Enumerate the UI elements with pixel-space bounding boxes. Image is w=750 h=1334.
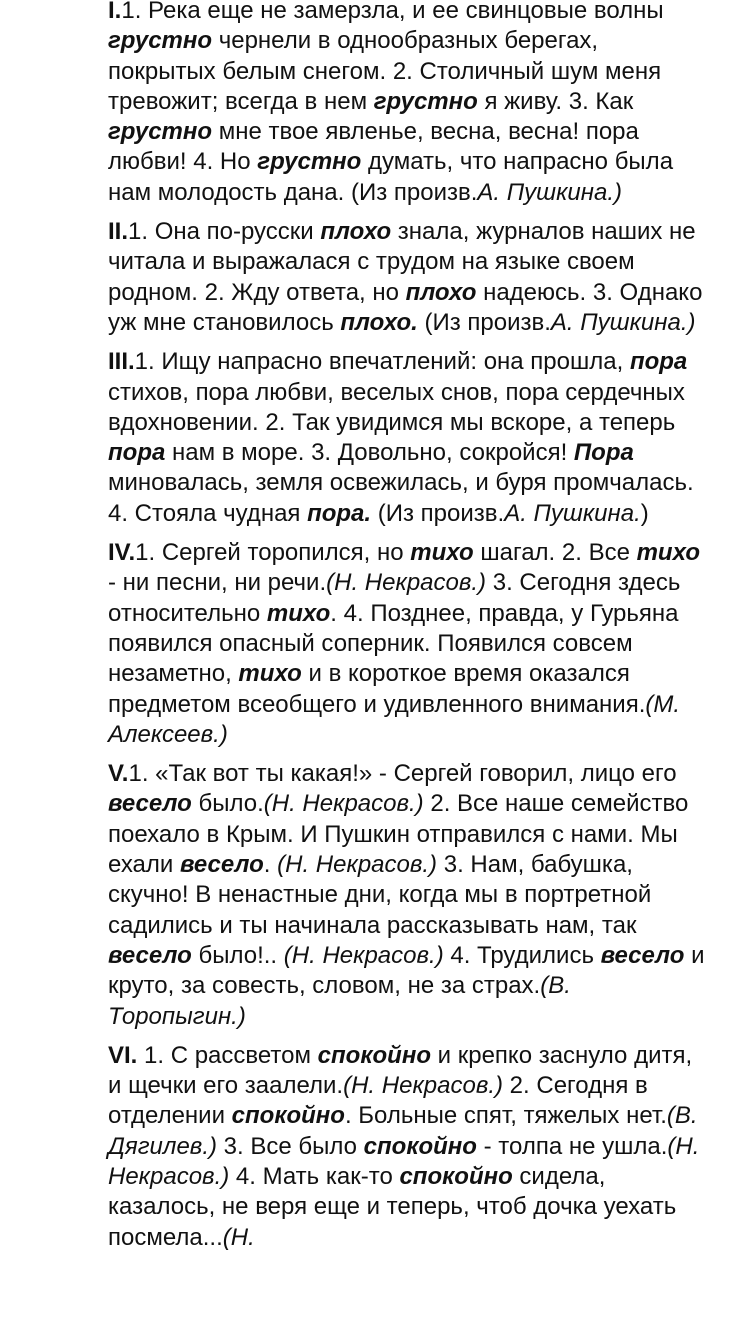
source-citation: (Н. Некрасов.) — [343, 1072, 504, 1100]
text-segment: и круто, за совесть, словом, не за страх. — [108, 941, 705, 1000]
section-number: II. — [108, 218, 129, 246]
paragraph-V — [108, 759, 708, 1032]
keyword: тихо — [636, 539, 701, 567]
source-citation: (Н. Некрасов.) — [283, 941, 444, 969]
section-number: VI. — [108, 1041, 138, 1069]
section-number: IV. — [108, 539, 136, 567]
text-segment: 3. Все было — [216, 1132, 364, 1160]
keyword: тихо — [410, 539, 474, 567]
keyword: Пора — [573, 439, 634, 467]
keyword: спокойно — [363, 1132, 477, 1160]
text-segment: мне твое явленье, весна, весна! пора любви! 4. Но — [108, 118, 639, 176]
keyword: весело — [108, 790, 192, 818]
text-segment: . Больные спят, тяжелых нет. — [344, 1102, 667, 1130]
paragraph-I — [108, 0, 708, 208]
keyword: грустно — [108, 27, 213, 55]
text-segment: было!.. — [191, 941, 284, 969]
text-segment: (Из произв. — [417, 308, 551, 336]
source-citation: (Н. Некрасов.) — [263, 790, 424, 818]
text-segment: 3. Нам, бабушка, скучно! В ненастные дни, когда мы в портретной садились и ты начинала рассказывать нам, так — [108, 851, 652, 939]
text-segment: нам в море. 3. Довольно, сокройся! — [165, 439, 574, 467]
keyword: спокойно — [231, 1102, 345, 1130]
source-citation: (Н. Некрасов.) — [277, 851, 438, 879]
text-segment: 4. Трудились — [443, 941, 601, 969]
text-segment: сидела, казалось, не веря еще и теперь, чтоб дочка уехать посмела... — [108, 1162, 677, 1251]
source-citation: А. Пушкина.) — [550, 308, 696, 336]
text-segment: 3. Сегодня здесь относительно — [108, 569, 681, 627]
text-segment: 1. Сергей торопился, но — [135, 539, 411, 567]
text-segment: 1. С рассветом — [137, 1041, 318, 1069]
keyword: весело — [108, 941, 192, 969]
text-segment: шагал. 2. Все — [473, 539, 637, 567]
keyword: пора. — [307, 499, 372, 527]
source-citation: А. Пушкина. — [504, 499, 641, 527]
text-segment: было. — [191, 790, 264, 818]
text-segment: я живу. 3. Как — [477, 87, 634, 115]
text-segment: ) — [640, 499, 649, 527]
text-segment: - ни песни, ни речи. — [108, 569, 327, 597]
text-segment: . 4. Позднее, правда, у Гурьяна появился опасный соперник. Появился совсем незаметно, — [108, 599, 679, 688]
section-number: V. — [108, 760, 129, 788]
keyword: плохо — [320, 218, 392, 246]
keyword: спокойно — [399, 1162, 513, 1190]
text-segment: стихов, пора любви, веселых снов, пора сердечных вдохновении. 2. Так увидимся мы вскоре, а теперь — [108, 378, 685, 436]
section-number: III. — [108, 348, 135, 376]
text-segment: надеюсь. 3. Однако уж мне становилось — [108, 278, 703, 336]
section-number: I. — [108, 0, 122, 24]
paragraph-IV — [108, 538, 708, 750]
text-segment: 1. Ищу напрасно впечатлений: она прошла, — [134, 348, 630, 376]
source-citation: (В. Дягилев.) — [108, 1102, 698, 1160]
text-segment: - толпа не ушла. — [476, 1132, 668, 1160]
keyword: плохо — [405, 278, 477, 306]
keyword: грустно — [257, 148, 362, 176]
text-segment: 2. Все наше семейство поехало в Крым. И Пушкин отправился с нами. Мы ехали — [108, 790, 689, 879]
source-citation: (М. Алексеев.) — [108, 690, 681, 748]
keyword: тихо — [238, 660, 302, 688]
text-segment: 2. Сегодня в отделении — [108, 1072, 648, 1130]
paragraph-III — [108, 347, 708, 529]
keyword: плохо. — [340, 308, 418, 336]
text-segment: знала, журналов наших не читала и выражалася с трудом на языке своем родном. 2. Жду ответа, но — [108, 218, 696, 306]
paragraph-VI — [108, 1041, 708, 1253]
text-segment: чернели в однообразных берегах, покрытых белым снегом. 2. Столичный шум меня тревожит; всегда в нем — [108, 27, 662, 115]
source-citation: А. Пушкина.) — [477, 178, 622, 206]
keyword: грустно — [373, 87, 478, 115]
text-segment: 1. Она по-русски — [128, 218, 321, 246]
text-segment: и в короткое время оказался предметом всеобщего и удивленного внимания. — [108, 660, 646, 718]
source-citation: (Н. Некрасов.) — [108, 1132, 700, 1190]
text-segment: 1. «Так вот ты какая!» - Сергей говорил, лицо его — [128, 760, 677, 788]
text-segment: 1. Река еще не замерзла, и ее свинцовые волны — [121, 0, 664, 24]
document-text — [108, 0, 708, 1262]
keyword: пора — [108, 439, 166, 467]
source-citation: (Н. — [222, 1223, 255, 1251]
source-citation: (В. Торопыгин.) — [108, 972, 571, 1030]
text-segment: . — [263, 851, 278, 879]
text-segment: (Из произв. — [371, 499, 505, 527]
keyword: весело — [600, 941, 685, 969]
keyword: весело — [179, 851, 264, 879]
text-segment: миновалась, земля освежилась, и буря промчалась. 4. Стояла чудная — [108, 469, 694, 527]
keyword: спокойно — [317, 1041, 431, 1069]
keyword: пора — [629, 348, 688, 376]
keyword: грустно — [108, 118, 213, 146]
paragraph-II — [108, 217, 708, 338]
source-citation: (Н. Некрасов.) — [326, 569, 487, 597]
keyword: тихо — [266, 599, 331, 627]
text-segment: и крепко заснуло дитя, и щечки его заалели. — [108, 1041, 693, 1100]
text-segment: думать, что напрасно была нам молодость дана. (Из произв. — [108, 148, 674, 206]
text-segment: 4. Мать как-то — [229, 1162, 400, 1190]
